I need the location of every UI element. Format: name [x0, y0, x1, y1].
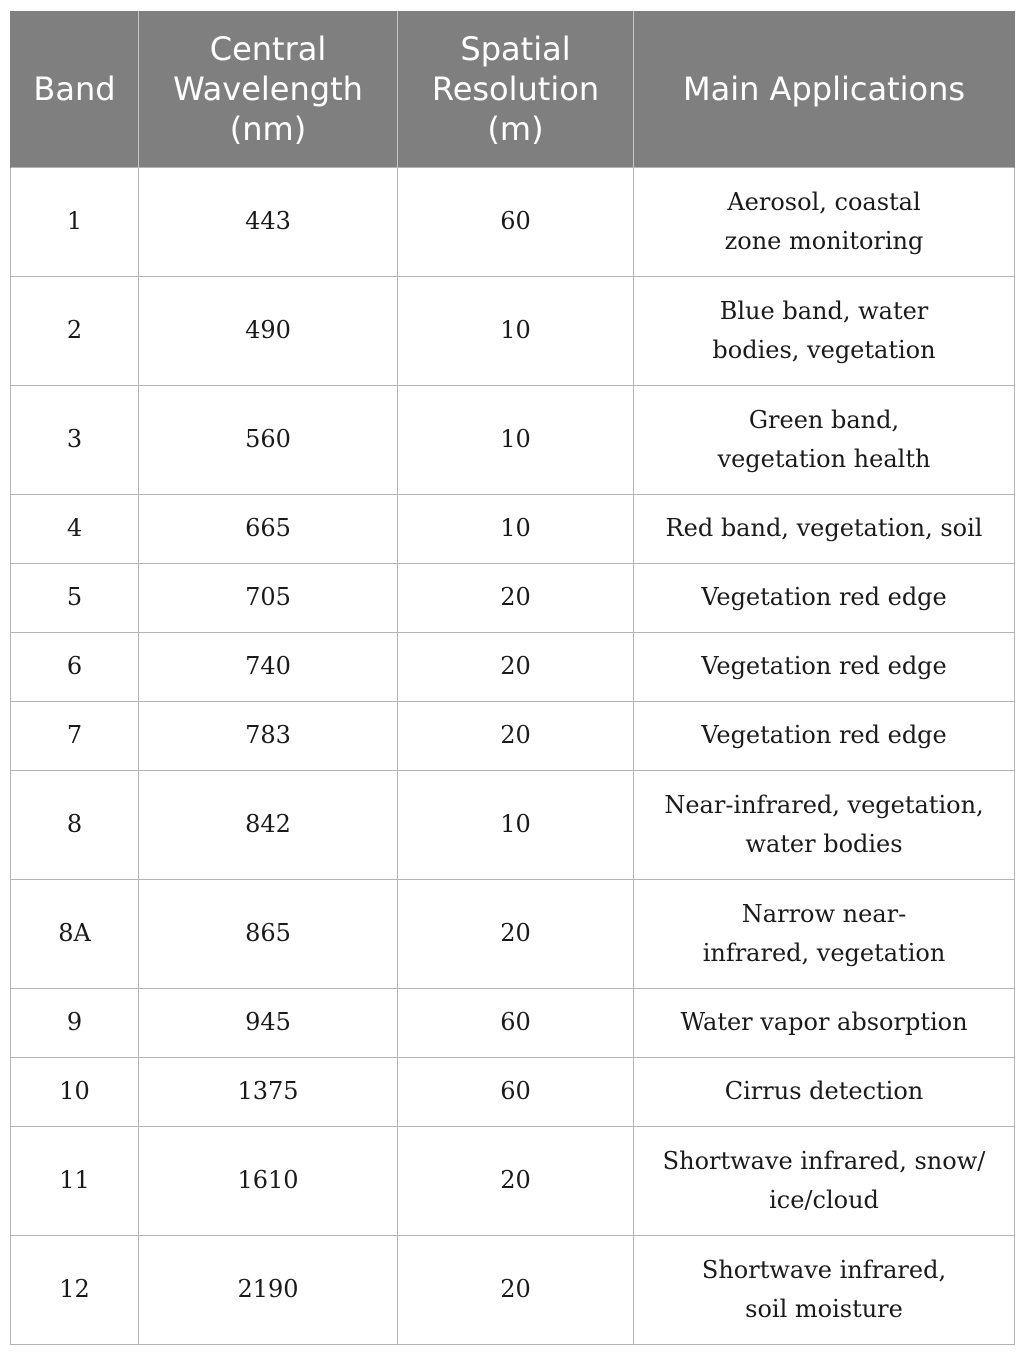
band-cell: 8: [11, 770, 139, 879]
resolution-cell: 60: [398, 988, 634, 1057]
table-row: [11, 167, 1015, 276]
applications-line: Shortwave infrared, snow/: [662, 1146, 986, 1175]
applications-line: Cirrus detection: [724, 1077, 924, 1105]
table-body: [11, 167, 1015, 1344]
resolution-cell: 10: [398, 494, 634, 563]
resolution-cell: 20: [398, 563, 634, 632]
applications-line: Green band,: [748, 405, 900, 434]
wavelength-cell: 945: [139, 988, 398, 1057]
table-row: [11, 770, 1015, 879]
applications-line: water bodies: [745, 829, 903, 858]
applications-cell: [634, 276, 1015, 385]
resolution-cell: 10: [398, 770, 634, 879]
wavelength-cell: 783: [139, 701, 398, 770]
wavelength-cell: 490: [139, 276, 398, 385]
resolution-cell: 20: [398, 1235, 634, 1344]
wavelength-cell: 842: [139, 770, 398, 879]
applications-line: Blue band, water: [719, 296, 929, 325]
resolution-cell: 10: [398, 385, 634, 494]
resolution-cell: 20: [398, 632, 634, 701]
applications-cell: [634, 494, 1015, 563]
header-resolution-line: Resolution: [431, 69, 600, 108]
header-band: [11, 11, 139, 167]
table-row: [11, 276, 1015, 385]
header-row: [11, 11, 1015, 167]
applications-line: ice/cloud: [769, 1185, 879, 1214]
applications-line: Vegetation red edge: [701, 721, 947, 749]
band-cell: 6: [11, 632, 139, 701]
applications-cell: [634, 385, 1015, 494]
wavelength-cell: 443: [139, 167, 398, 276]
table-row: [11, 385, 1015, 494]
applications-cell: [634, 563, 1015, 632]
applications-line: zone monitoring: [724, 226, 924, 255]
wavelength-cell: 1375: [139, 1057, 398, 1126]
header-resolution-line: (m): [487, 109, 544, 148]
applications-line: bodies, vegetation: [712, 335, 936, 364]
resolution-cell: 20: [398, 701, 634, 770]
table-row: [11, 988, 1015, 1057]
header-spatial-resolution: [398, 11, 634, 167]
applications-line: infrared, vegetation: [702, 938, 946, 967]
band-cell: 7: [11, 701, 139, 770]
table-row: [11, 563, 1015, 632]
header-band-line: Band: [33, 69, 116, 108]
applications-line: Vegetation red edge: [701, 583, 947, 611]
resolution-cell: 60: [398, 167, 634, 276]
applications-line: Aerosol, coastal: [727, 187, 921, 216]
table-row: [11, 1057, 1015, 1126]
header-main-applications: [634, 11, 1015, 167]
applications-cell: [634, 632, 1015, 701]
applications-line: soil moisture: [745, 1294, 903, 1323]
wavelength-cell: 865: [139, 879, 398, 988]
header-wavelength-line: (nm): [229, 109, 307, 148]
applications-line: Near-infrared, vegetation,: [664, 790, 984, 819]
header-resolution-line: Spatial: [460, 29, 571, 68]
applications-cell: [634, 1057, 1015, 1126]
band-cell: 5: [11, 563, 139, 632]
bands-table: [10, 11, 1015, 1345]
wavelength-cell: 1610: [139, 1126, 398, 1235]
resolution-cell: 60: [398, 1057, 634, 1126]
header-applications-line: Main Applications: [682, 69, 966, 108]
applications-cell: [634, 1235, 1015, 1344]
applications-line: Red band, vegetation, soil: [665, 514, 983, 542]
applications-cell: [634, 1126, 1015, 1235]
wavelength-cell: 705: [139, 563, 398, 632]
applications-cell: [634, 770, 1015, 879]
applications-cell: [634, 167, 1015, 276]
applications-line: Vegetation red edge: [701, 652, 947, 680]
band-cell: 12: [11, 1235, 139, 1344]
wavelength-cell: 2190: [139, 1235, 398, 1344]
band-cell: 11: [11, 1126, 139, 1235]
applications-line: Shortwave infrared,: [701, 1255, 947, 1284]
applications-line: Narrow near-: [741, 899, 907, 928]
resolution-cell: 10: [398, 276, 634, 385]
header-wavelength-line: Wavelength: [173, 69, 363, 108]
band-cell: 1: [11, 167, 139, 276]
header-central-wavelength: [139, 11, 398, 167]
wavelength-cell: 665: [139, 494, 398, 563]
table-row: [11, 1235, 1015, 1344]
header-wavelength-line: Central: [209, 29, 327, 68]
table-row: [11, 632, 1015, 701]
table-row: [11, 494, 1015, 563]
applications-cell: [634, 701, 1015, 770]
band-cell: 4: [11, 494, 139, 563]
band-cell: 3: [11, 385, 139, 494]
wavelength-cell: 740: [139, 632, 398, 701]
applications-line: vegetation health: [717, 444, 931, 473]
table-row: [11, 1126, 1015, 1235]
band-cell: 2: [11, 276, 139, 385]
resolution-cell: 20: [398, 879, 634, 988]
applications-cell: [634, 988, 1015, 1057]
resolution-cell: 20: [398, 1126, 634, 1235]
band-cell: 9: [11, 988, 139, 1057]
band-cell: 10: [11, 1057, 139, 1126]
table-row: [11, 879, 1015, 988]
table-row: [11, 701, 1015, 770]
applications-line: Water vapor absorption: [680, 1008, 968, 1036]
band-cell: 8A: [11, 879, 139, 988]
wavelength-cell: 560: [139, 385, 398, 494]
applications-cell: [634, 879, 1015, 988]
